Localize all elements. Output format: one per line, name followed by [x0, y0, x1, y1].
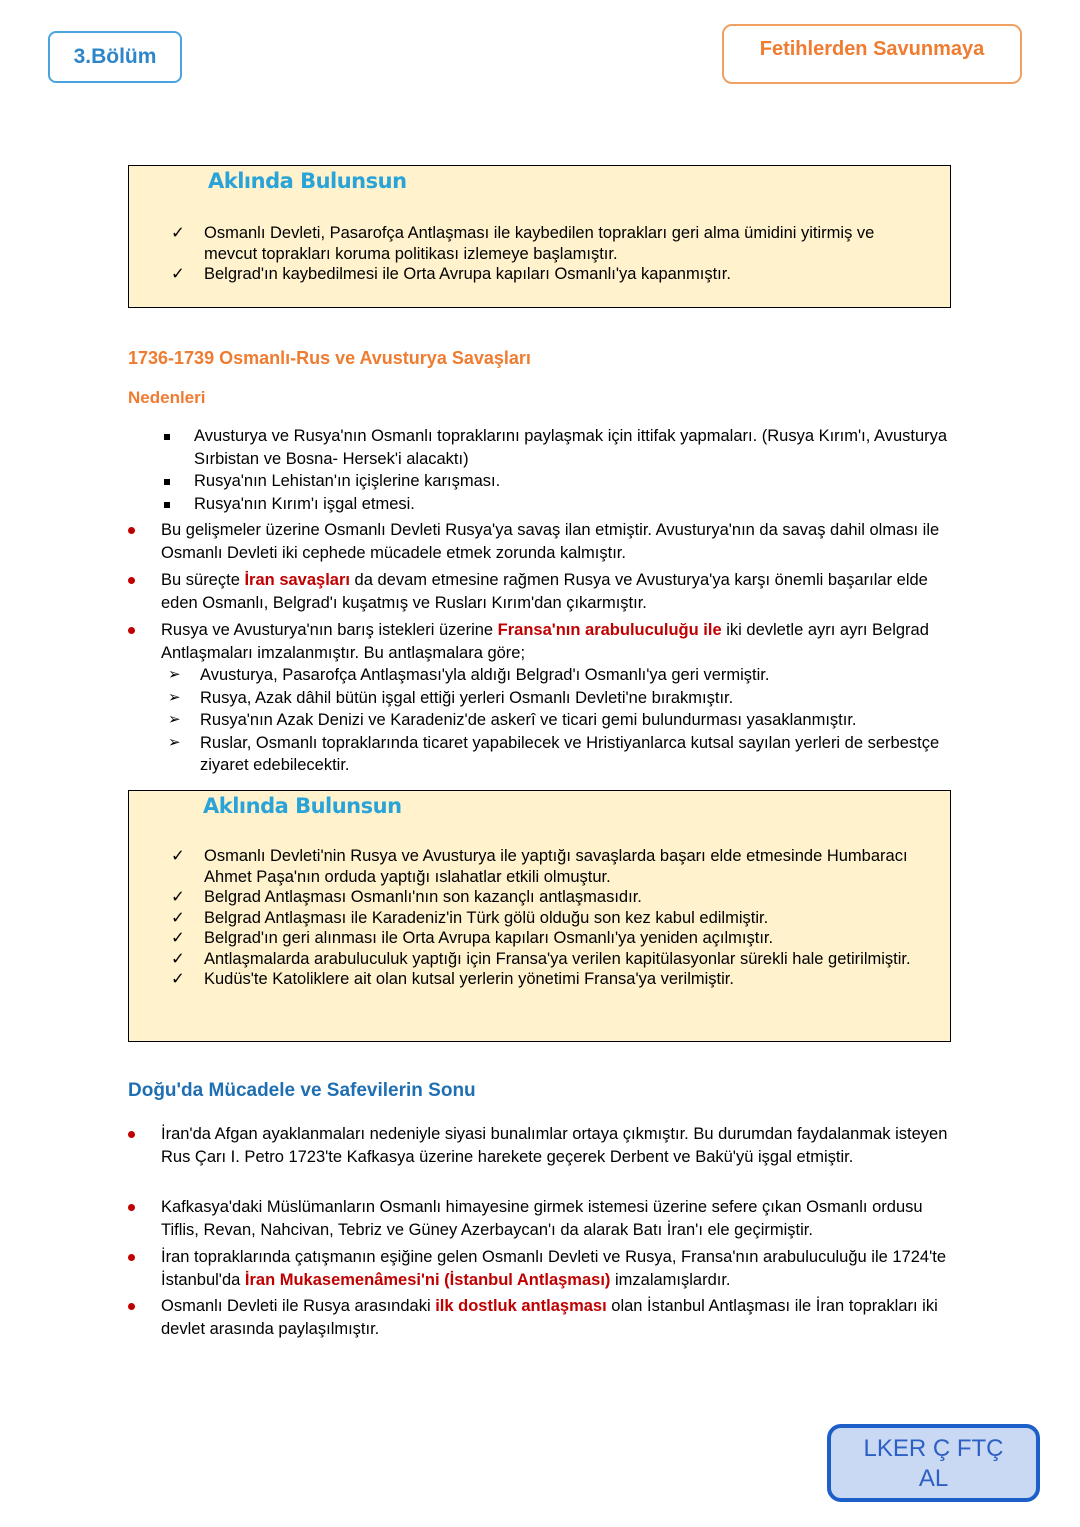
paragraph: İran'da Afgan ayaklanmaları nedeniyle siyasi bunalımlar ortaya çıkmıştır. Bu durumdan faydalanmak isteyen Rus Çarı I. Petro 1723'te Kafkasya üzerine harekete geçerek Derbent ve Bakü'yü işgal etmiştir. [128, 1123, 952, 1168]
bullet-dot-icon [128, 627, 135, 634]
check-icon: ✓ [171, 929, 185, 947]
note-list [169, 846, 930, 990]
bullet-dot-icon [128, 1254, 135, 1261]
causes-list [162, 425, 952, 515]
square-bullet-icon [164, 434, 170, 440]
arrow-bullet-icon: ➢ [168, 666, 181, 683]
bullet-dot-icon [128, 1303, 135, 1310]
check-icon: ✓ [171, 949, 185, 968]
check-icon: ✓ [171, 224, 185, 242]
note-list [169, 223, 930, 285]
promo-line-2: AL [918, 1465, 949, 1492]
subsection-title: Nedenleri [128, 388, 206, 407]
list-item: ➢ Ruslar, Osmanlı topraklarında ticaret yapabilecek ve Hristiyanlarca kutsal sayılan yerleri de serbestçe ziyaret edebilecektir. [168, 733, 940, 774]
note-box-2 [128, 790, 951, 1042]
arrow-bullet-icon: ➢ [168, 711, 181, 728]
list-item: ➢ Rusya'nın Azak Denizi ve Karadeniz'de askerî ve ticari gemi bulundurması yasaklanmıştır. [168, 709, 958, 732]
note-title: Aklında Bulunsun [208, 169, 407, 193]
list-item: ✓ Belgrad Antlaşması ile Karadeniz'in Türk gölü olduğu son kez kabul edilmiştir. [171, 908, 769, 927]
paragraph: Rusya ve Avusturya'nın barış istekleri üzerine Fransa'nın arabuluculuğu ile iki devletle ayrı ayrı Belgrad Antlaşmaları imzalanmıştır. Bu antlaşmalara göre; [128, 619, 952, 664]
bullet-dot-icon [128, 1131, 135, 1138]
highlight: İran savaşları [244, 571, 350, 589]
highlight: ilk dostluk antlaşması [435, 1297, 607, 1315]
unit-title: Fetihlerden Savunmaya [722, 24, 1022, 84]
highlight: İran Mukasemenâmesi'ni (İstanbul Antlaşması) [244, 1270, 611, 1289]
note-box-1 [128, 165, 951, 308]
list-item: ✓ Osmanlı Devleti'nin Rusya ve Avusturya ile yaptığı savaşlarda başarı elde etmesinde Humbaracı Ahmet Paşa'nın orduda yaptığı ıslahatlar etkili olmuştur. [171, 847, 908, 886]
check-icon: ✓ [171, 265, 185, 283]
check-icon: ✓ [171, 970, 185, 988]
list-item: ✓ Belgrad Antlaşması Osmanlı'nın son kazançlı antlaşmasıdır. [171, 888, 642, 906]
list-item: Rusya'nın Kırım'ı işgal etmesi. [162, 493, 952, 516]
list-item: ✓ Belgrad'ın kaybedilmesi ile Orta Avrupa kapıları Osmanlı'ya kapanmıştır. [171, 265, 731, 283]
promo-line-1: LKER Ç FTÇ [863, 1435, 1004, 1462]
bullet-dot-icon [128, 1204, 135, 1211]
paragraph: Kafkasya'daki Müslümanların Osmanlı himayesine girmek istemesi üzerine sefere çıkan Osmanlı ordusu Tiflis, Revan, Nahcivan, Tebriz ve Güney Azerbaycan'ı da alarak Batı İran'ı ele geçirmiştir. [128, 1196, 952, 1241]
bullet-dot-icon [128, 527, 135, 534]
paragraph: Bu süreçte İran savaşları da devam etmesine rağmen Rusya ve Avusturya'ya karşı önemli başarılar elde eden Osmanlı, Belgrad'ı kuşatmış ve Rusları Kırım'dan çıkarmıştır. [128, 569, 952, 614]
list-item: ➢ Avusturya, Pasarofça Antlaşması'yla aldığı Belgrad'ı Osmanlı'ya geri vermiştir. [168, 664, 958, 687]
check-icon: ✓ [171, 888, 185, 906]
arrow-bullet-icon: ➢ [168, 688, 181, 706]
list-item: ✓ Belgrad'ın geri alınması ile Orta Avrupa kapıları Osmanlı'ya yeniden açılmıştır. [171, 929, 774, 947]
section-title: Doğu'da Mücadele ve Safevilerin Sonu [128, 1080, 476, 1101]
paragraph: Osmanlı Devleti ile Rusya arasındaki ilk dostluk antlaşması olan İstanbul Antlaşması ile İran toprakları iki devlet arasında paylaşılmıştır. [128, 1295, 952, 1340]
terms-list [168, 664, 958, 777]
highlight: Fransa'nın arabuluculuğu ile [497, 621, 722, 639]
check-icon: ✓ [171, 908, 185, 927]
square-bullet-icon [164, 479, 170, 485]
note-title: Aklında Bulunsun [203, 794, 402, 818]
list-item: Avusturya ve Rusya'nın Osmanlı topraklarını paylaşmak için ittifak yapmaları. (Rusya Kırım'ı, Avusturya Sırbistan ve Bosna- Hersek'i alacaktı) [162, 425, 952, 470]
list-item: ✓ Kudüs'te Katoliklere ait olan kutsal yerlerin yönetimi Fransa'ya verilmiştir. [171, 970, 734, 988]
chapter-label: 3.Bölüm [48, 31, 182, 83]
section-title: 1736-1739 Osmanlı-Rus ve Avusturya Savaşları [128, 348, 531, 368]
square-bullet-icon [164, 502, 170, 508]
list-item: ✓ Antlaşmalarda arabuluculuk yaptığı için Fransa'ya verilen kapitülasyonlar sürekli hale getirilmiştir. [171, 949, 911, 968]
bullet-dot-icon [128, 577, 135, 584]
promo-button[interactable] [827, 1424, 1040, 1502]
paragraph: Bu gelişmeler üzerine Osmanlı Devleti Rusya'ya savaş ilan etmiştir. Avusturya'nın da savaş dahil olması ile Osmanlı Devleti iki cephede mücadele etmek zorunda kalmıştır. [128, 519, 952, 564]
list-item: ➢ Rusya, Azak dâhil bütün işgal ettiği yerleri Osmanlı Devleti'ne bırakmıştır. [168, 687, 958, 710]
list-item: Rusya'nın Lehistan'ın içişlerine karışması. [162, 470, 952, 493]
arrow-bullet-icon: ➢ [168, 733, 181, 751]
check-icon: ✓ [171, 847, 185, 865]
paragraph: İran topraklarında çatışmanın eşiğine gelen Osmanlı Devleti ve Rusya, Fransa'nın arabuluculuğu ile 1724'te İstanbul'da İran Mukasemenâmesi'ni (İstanbul Antlaşması) imzalamışlardır. [128, 1246, 952, 1291]
list-item: ✓ Osmanlı Devleti, Pasarofça Antlaşması ile kaybedilen toprakları geri alma ümidini yitirmiş ve mevcut toprakları koruma politikası izlemeye başlamıştır. [171, 224, 875, 263]
